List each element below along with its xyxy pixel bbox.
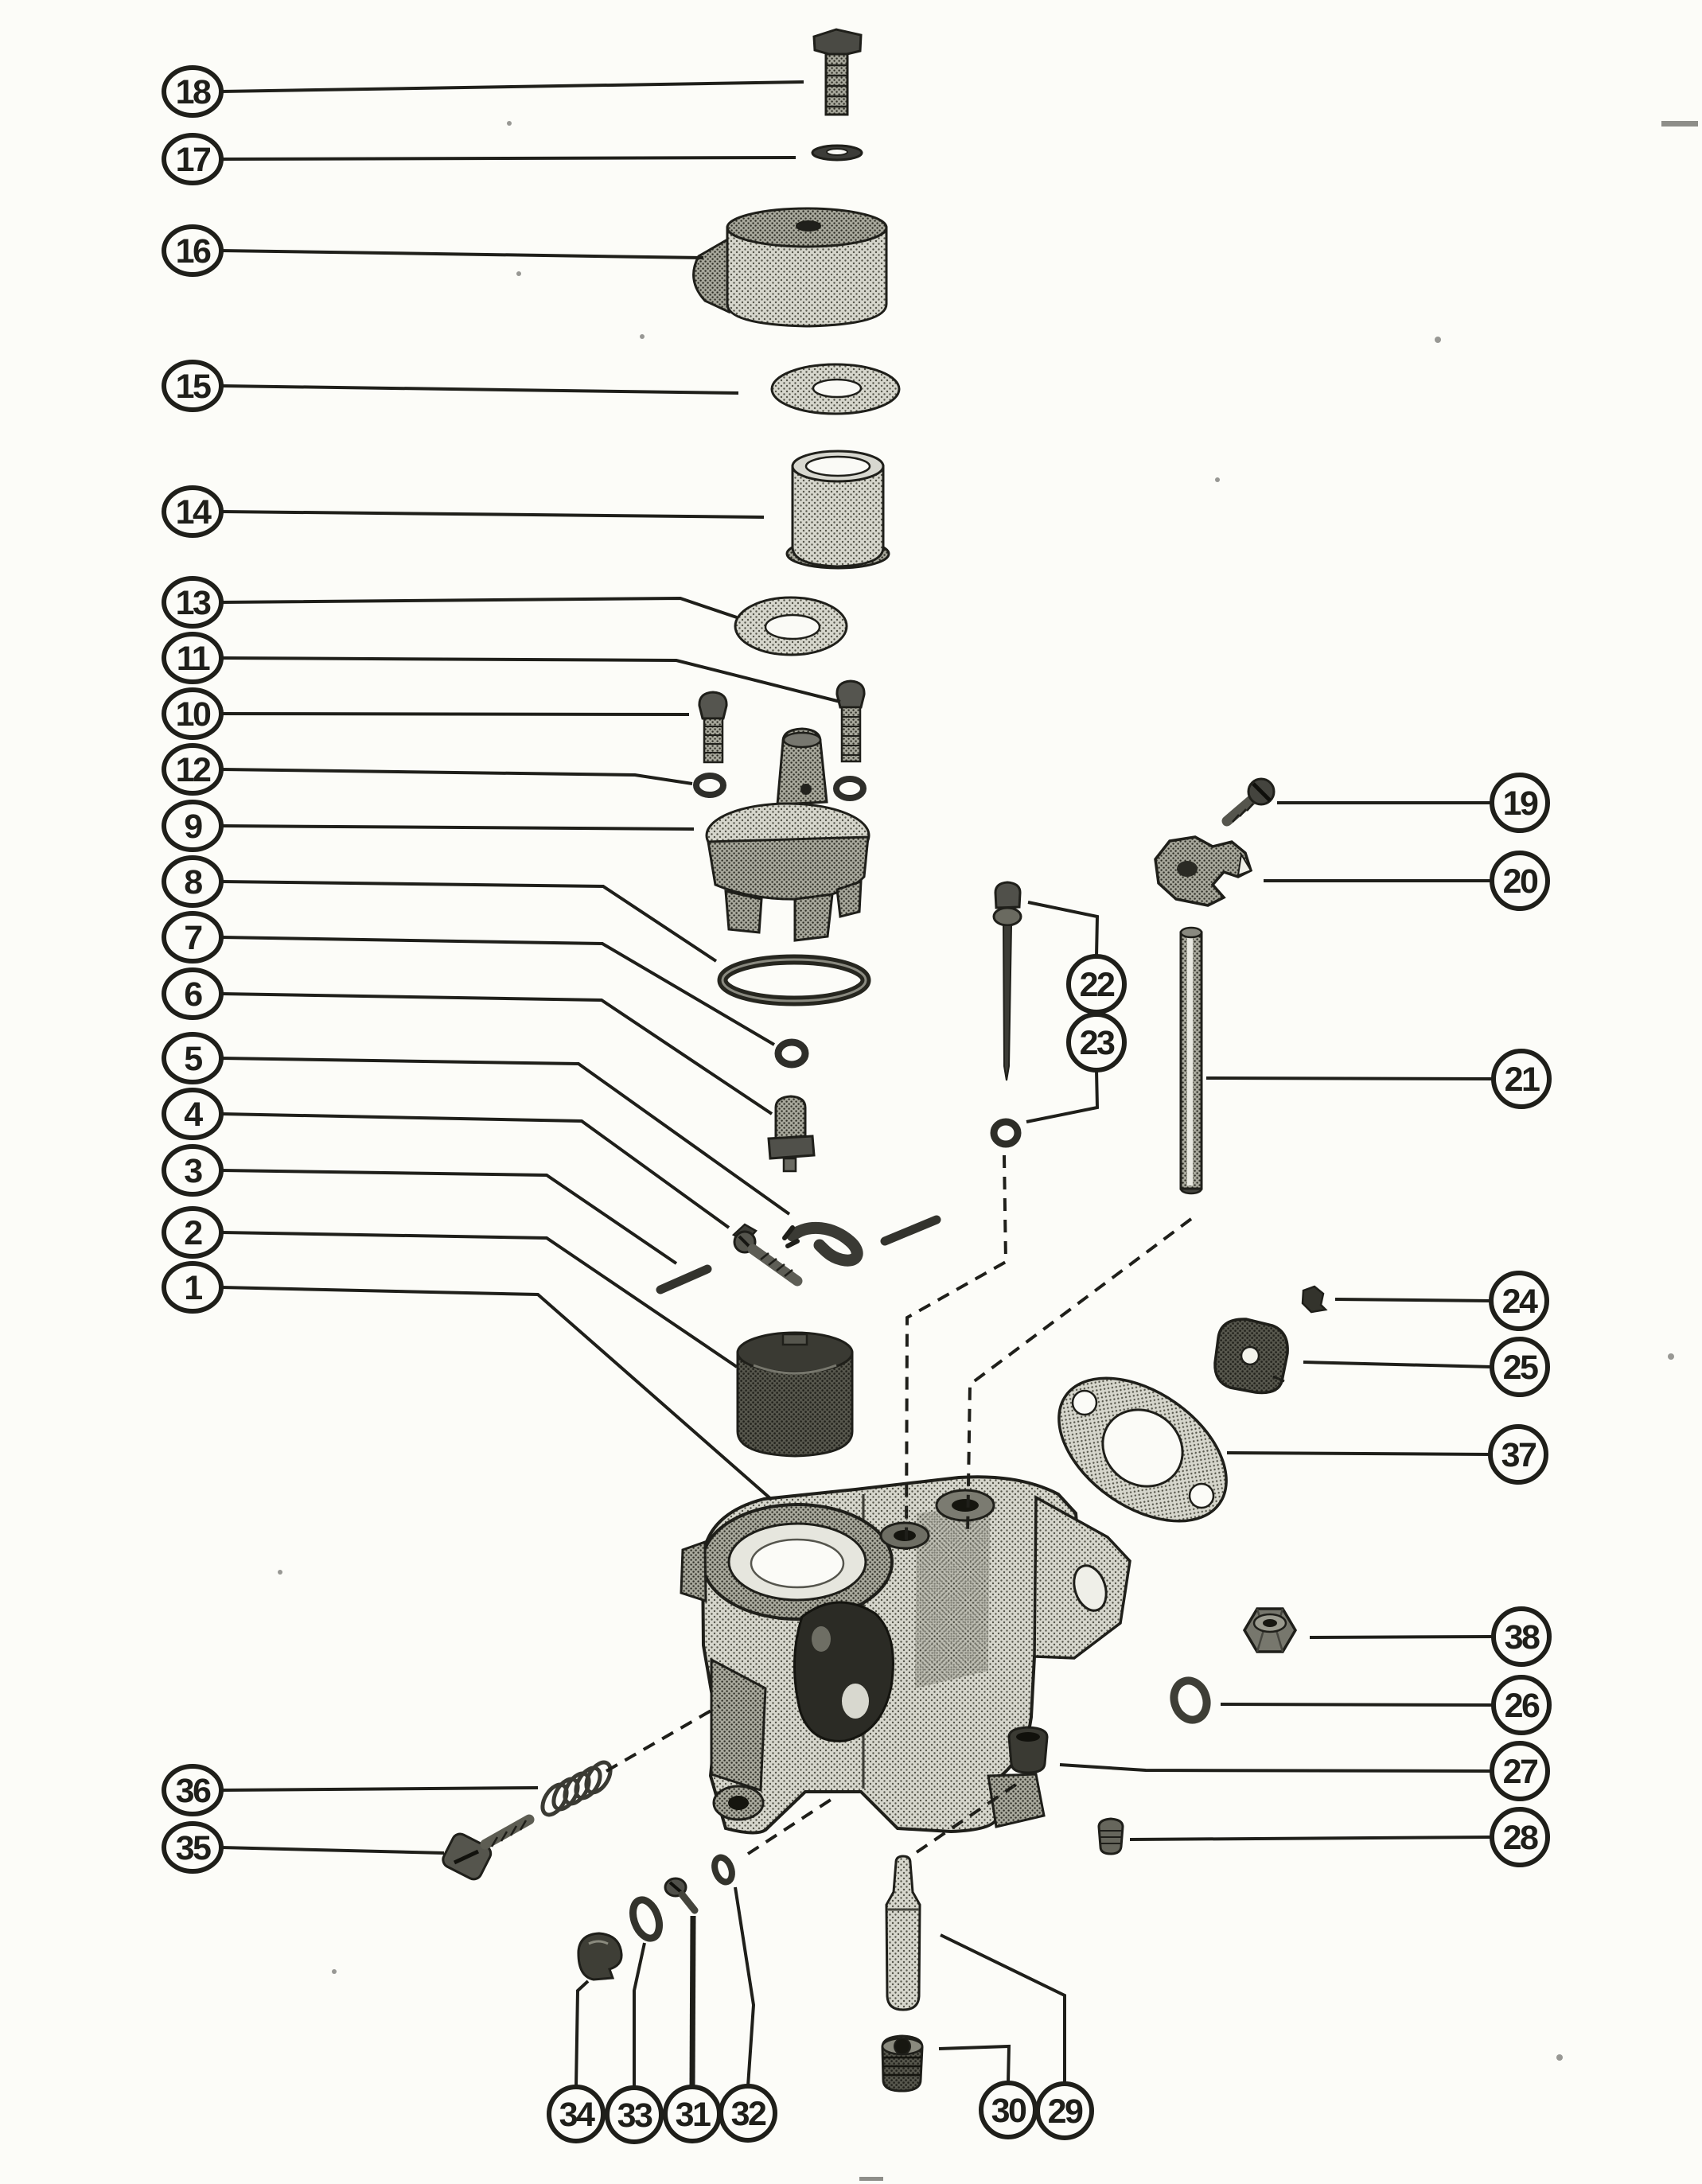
callout-1 — [164, 1263, 772, 1500]
scan-speck — [1661, 121, 1698, 127]
callout-38 — [1310, 1609, 1549, 1664]
callout-number: 22 — [1079, 966, 1114, 1004]
callout-number: 9 — [184, 808, 201, 846]
leader-line — [1303, 1362, 1492, 1367]
callout-21 — [1206, 1051, 1549, 1107]
callout-number: 11 — [176, 640, 209, 678]
callout-number: 27 — [1502, 1753, 1537, 1791]
leader-line — [1026, 1070, 1097, 1122]
washer-26 — [1169, 1676, 1211, 1724]
callout-number: 3 — [184, 1152, 201, 1190]
bowl-gasket-13 — [735, 598, 847, 655]
scan-speck — [1215, 477, 1220, 482]
callout-number: 33 — [617, 2096, 652, 2135]
scan-speck — [640, 334, 645, 339]
leader-line — [221, 994, 772, 1114]
leader-line — [221, 1170, 676, 1263]
callout-19 — [1277, 775, 1548, 831]
leader-line — [735, 1887, 754, 2086]
leader-line — [1206, 1078, 1494, 1079]
callout-12 — [164, 746, 692, 793]
callout-number: 12 — [175, 751, 210, 789]
leader-line — [221, 598, 737, 617]
filter-cover-16 — [694, 208, 886, 326]
callout-number: 19 — [1502, 784, 1537, 823]
hex-bolt-18 — [814, 29, 861, 115]
scan-speck — [332, 1969, 337, 1974]
callout-number: 31 — [675, 2096, 710, 2134]
leader-line — [221, 1287, 772, 1500]
callout-number: 25 — [1502, 1349, 1537, 1387]
cover-washer-15 — [772, 364, 899, 414]
needle-oring-23 — [994, 1122, 1018, 1144]
idle-spring-36 — [538, 1758, 616, 1819]
callout-number: 28 — [1502, 1819, 1537, 1857]
callout-number: 32 — [730, 2095, 765, 2133]
callout-16 — [164, 227, 703, 274]
callout-number: 20 — [1502, 862, 1537, 901]
callout-number: 5 — [184, 1040, 201, 1078]
leader-line — [221, 769, 692, 784]
callout-number: 38 — [1504, 1618, 1539, 1656]
callout-number: 13 — [175, 584, 210, 622]
callout-34 — [549, 1981, 603, 2141]
leader-line — [221, 82, 804, 91]
leader-line — [221, 386, 738, 393]
welch-plug-28 — [1099, 1819, 1123, 1854]
cover-screw-10 — [699, 692, 726, 762]
leader-line — [1335, 1299, 1491, 1301]
mixture-needle-22 — [994, 882, 1021, 1080]
callout-number: 7 — [184, 919, 201, 957]
callout-number: 14 — [175, 493, 210, 531]
leader-line — [221, 1788, 538, 1790]
scan-speck — [1668, 1353, 1674, 1360]
callout-30 — [939, 2046, 1035, 2137]
callout-number: 24 — [1501, 1283, 1536, 1321]
main-nozzle-21 — [1181, 928, 1202, 1193]
leader-line — [221, 882, 716, 961]
callout-number: 23 — [1079, 1024, 1114, 1062]
leader-line — [221, 1058, 789, 1214]
callout-20 — [1264, 853, 1548, 909]
scan-noise-layer — [278, 121, 1698, 2181]
check-valve-6 — [769, 1096, 814, 1171]
diaphragm-plate-25 — [1215, 1319, 1287, 1392]
callout-number: 29 — [1047, 2093, 1082, 2131]
filter-sleeve-14 — [787, 451, 889, 568]
hex-nut-38 — [1244, 1609, 1295, 1652]
assembly-dashed-line — [606, 1706, 719, 1771]
callout-number: 37 — [1501, 1436, 1536, 1474]
callout-15 — [164, 362, 738, 410]
leader-line — [221, 158, 796, 159]
callout-11 — [164, 634, 840, 702]
scan-speck — [507, 121, 512, 126]
cover-gasket-8 — [722, 960, 866, 1001]
callout-24 — [1335, 1273, 1547, 1329]
callout-13 — [164, 578, 737, 626]
callout-17 — [164, 135, 796, 183]
callout-23 — [1026, 1014, 1124, 1122]
leader-line — [221, 251, 703, 258]
plug-gasket-33 — [628, 1896, 664, 1941]
plug-cup-27 — [1009, 1727, 1047, 1773]
parts-layer — [440, 29, 1326, 2091]
callout-26 — [1221, 1677, 1549, 1733]
screw-washer-32 — [711, 1855, 735, 1885]
callout-number: 21 — [1504, 1061, 1539, 1099]
float-lever-5 — [785, 1228, 857, 1260]
callout-number: 17 — [175, 141, 210, 179]
callout-number: 1 — [184, 1269, 201, 1307]
scan-speck — [1435, 337, 1441, 343]
callout-number: 18 — [175, 73, 210, 111]
packing-nut-30 — [882, 2036, 922, 2091]
callout-32 — [721, 1887, 775, 2140]
leader-line — [221, 1847, 444, 1853]
callout-number: 2 — [184, 1214, 201, 1252]
scan-speck — [516, 271, 521, 276]
bowl-screw-31 — [665, 1878, 695, 1910]
hinge-pin-right — [885, 1220, 937, 1241]
callout-number: 26 — [1504, 1687, 1539, 1725]
idle-screw-19 — [1227, 779, 1274, 822]
cover-screw-11 — [837, 681, 864, 761]
leader-line — [221, 512, 764, 517]
scan-speck — [278, 1570, 282, 1575]
callout-33 — [607, 1943, 661, 2142]
scan-speck — [1556, 2054, 1563, 2061]
callout-number: 15 — [175, 368, 210, 406]
cam-follower-20 — [1155, 837, 1251, 905]
idle-mixture-screw-35 — [440, 1820, 529, 1882]
callout-3 — [164, 1147, 676, 1263]
callout-number: 8 — [184, 863, 201, 901]
lock-washer-17 — [812, 146, 862, 160]
leader-line — [939, 2046, 1009, 2083]
oring-7 — [778, 1042, 805, 1065]
callout-10 — [164, 690, 689, 738]
callout-number: 34 — [559, 2096, 594, 2134]
leader-line — [221, 937, 774, 1045]
callout-22 — [1028, 902, 1124, 1012]
clip-24 — [1303, 1287, 1326, 1312]
callout-27 — [1060, 1743, 1548, 1799]
leader-line — [1221, 1704, 1494, 1705]
callout-18 — [164, 68, 804, 115]
callout-number: 4 — [184, 1096, 201, 1134]
callout-number: 36 — [175, 1772, 210, 1810]
callout-number: 6 — [184, 975, 201, 1014]
float-2 — [738, 1333, 852, 1456]
callout-31 — [665, 1916, 719, 2141]
leader-line — [1130, 1837, 1492, 1839]
scan-speck — [859, 2177, 883, 2181]
callout-14 — [164, 488, 764, 535]
hinge-pin-3 — [660, 1269, 707, 1290]
leader-line — [1060, 1765, 1492, 1771]
leader-line — [634, 1943, 645, 2088]
inlet-needle-29 — [886, 1856, 920, 2010]
callout-7 — [164, 913, 774, 1045]
callout-number: 16 — [175, 232, 210, 271]
callout-number: 10 — [175, 695, 210, 734]
leader-line — [1028, 902, 1097, 956]
callout-9 — [164, 802, 694, 850]
callout-28 — [1130, 1809, 1548, 1865]
leader-line — [1227, 1453, 1490, 1454]
drain-plug-34 — [578, 1933, 621, 1980]
callout-number: 30 — [991, 2092, 1026, 2130]
leader-line — [941, 1935, 1065, 2084]
leader-line — [221, 826, 694, 829]
leader-line — [221, 658, 840, 702]
callout-8 — [164, 858, 716, 961]
callout-37 — [1227, 1427, 1546, 1482]
callout-35 — [164, 1824, 444, 1871]
leader-line — [692, 1916, 693, 2087]
callout-number: 35 — [175, 1829, 210, 1867]
leader-line — [576, 1981, 588, 2087]
callout-36 — [164, 1766, 538, 1814]
callout-25 — [1303, 1339, 1548, 1395]
